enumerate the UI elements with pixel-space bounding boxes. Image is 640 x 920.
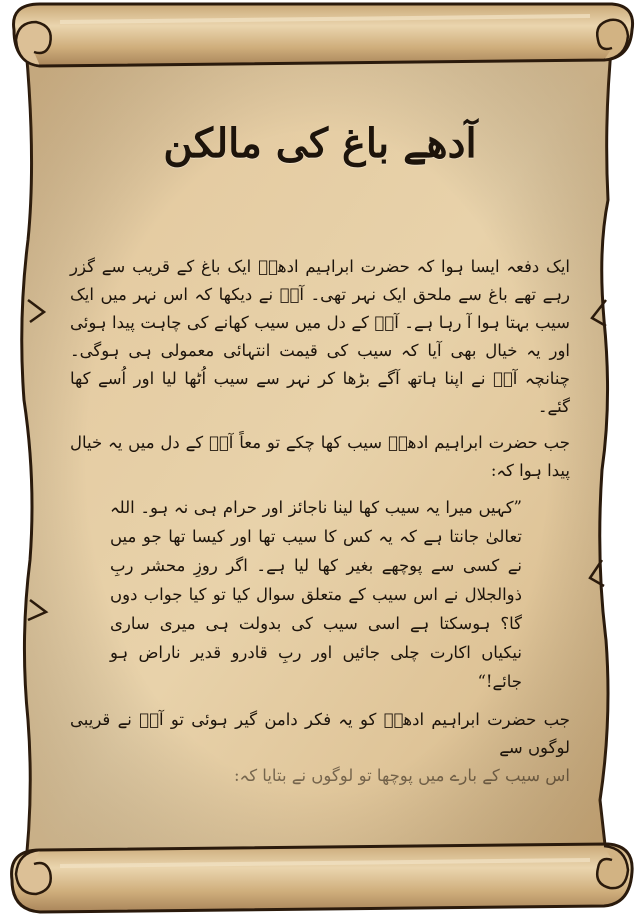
top-scroll-roll	[14, 4, 633, 66]
paragraph-1: ایک دفعہ ایسا ہوا کہ حضرت ابراہیم ادھمؒ ایک باغ کے قریب سے گزر رہے تھے باغ سے ملحق ایک نہر تھی۔ آپؒ نے دیکھا کہ اس نہر میں ایک سیب بہتا ہوا آ رہا ہے۔ آپؒ کے دل میں سیب کھانے کی چاہت پیدا ہوئی اور یہ خیال بھی آیا کہ سیب کی قیمت انتہائی معمولی ہی ہوگی۔ چنانچہ آپؒ نے اپنا ہاتھ آگے بڑھا کر نہر سے سیب اُٹھا لیا اور اُسے کھا گئے۔	[70, 257, 570, 416]
story-title: آدھے باغ کی مالکن	[163, 120, 477, 167]
scroll-text-content	[70, 120, 570, 790]
paragraph-2: جب حضرت ابراہیم ادھمؒ سیب کھا چکے تو معاً آپؒ کے دل میں یہ خیال پیدا ہوا کہ:	[70, 433, 570, 480]
quoted-thought: ”کہیں میرا یہ سیب کھا لینا ناجائز اور حرام ہی نہ ہو۔ اللہ تعالیٰ جانتا ہے کہ یہ کس کا سیب تھا اور کیسا تھا جو میں نے کسی سے پوچھے بغیر کھا لیا ہے۔ اگر روزِ محشر ربِ ذوالجلال نے اس سیب کے متعلق سوال کیا تو کیا جواب دوں گا؟ ہوسکتا ہے اسی سیب کی بدولت ہی میری ساری نیکیاں اکارت چلی جائیں اور ربِ قادرو قدیر ناراض ہو جائے!“	[110, 498, 522, 691]
bottom-scroll-roll	[12, 844, 633, 912]
closing-line-1: جب حضرت ابراہیم ادھمؒ کو یہ فکر دامن گیر ہوئی تو آپؒ نے قریبی لوگوں سے	[70, 710, 570, 757]
closing-line-2: اس سیب کے بارے میں پوچھا تو لوگوں نے بتایا کہ:	[233, 766, 570, 785]
